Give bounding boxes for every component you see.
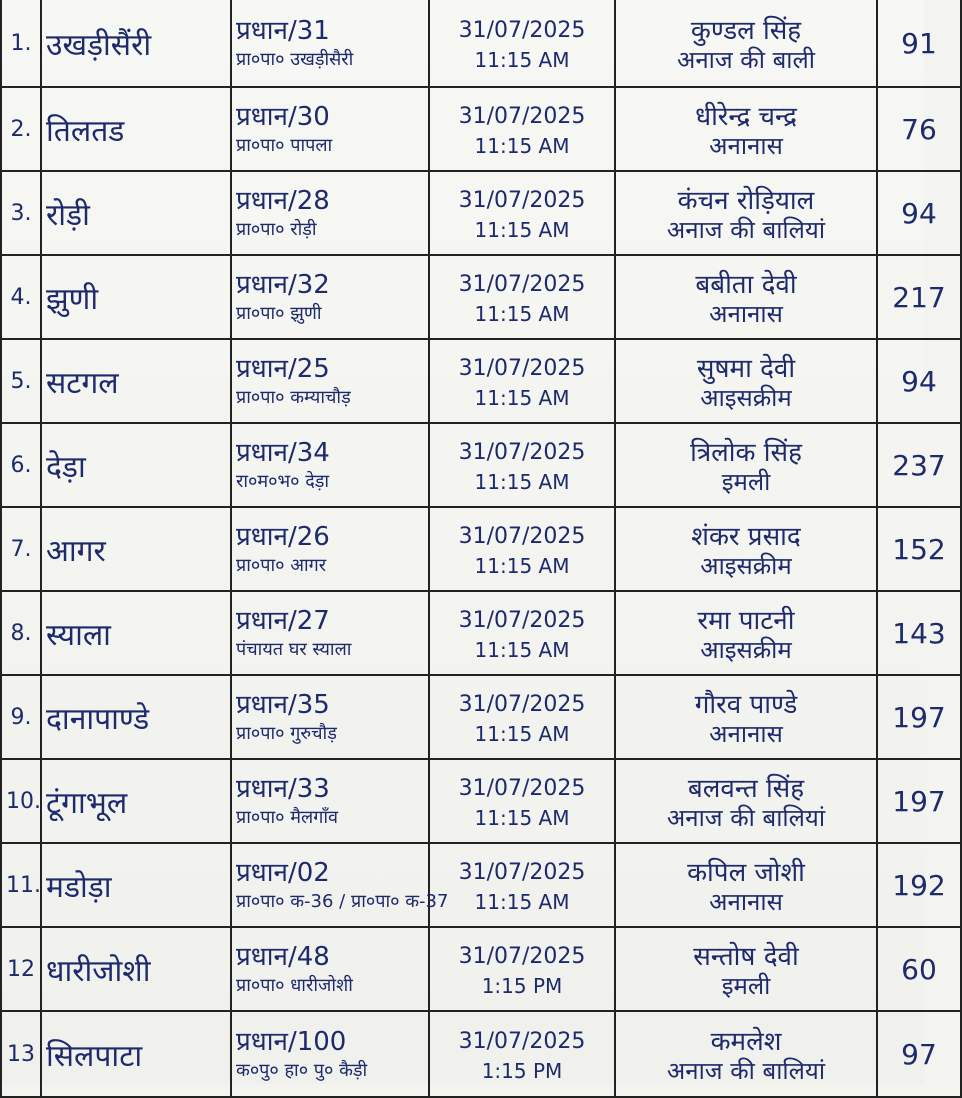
count: 152	[877, 507, 961, 591]
table-row	[1, 591, 961, 675]
booth-place: प्रा०पा० क-36 / प्रा०पा० क-37	[236, 891, 449, 912]
post-number: प्रधान/32	[236, 270, 330, 300]
village-name: टूंगाभूल	[41, 759, 231, 843]
symbol-name: आइसक्रीम	[700, 552, 792, 580]
post-number: प्रधान/26	[236, 522, 330, 552]
date: 31/07/2025	[458, 1029, 586, 1054]
count: 192	[877, 843, 961, 927]
candidate-name: गौरव पाण्डे	[694, 690, 798, 720]
candidate-name: रमा पाटनी	[697, 606, 795, 636]
candidate-cell	[615, 0, 877, 87]
time: 11:15 AM	[474, 638, 570, 662]
table-row	[1, 675, 961, 759]
village-name: स्याला	[41, 591, 231, 675]
candidate-cell	[615, 591, 877, 675]
datetime-cell	[429, 255, 615, 339]
datetime-cell	[429, 0, 615, 87]
booth-place: प्रा०पा० गुरुचौड़	[236, 723, 337, 744]
datetime-cell	[429, 507, 615, 591]
time: 11:15 AM	[474, 48, 570, 72]
datetime-cell	[429, 1011, 615, 1097]
post-number: प्रधान/100	[236, 1027, 347, 1057]
serial-number: 11.	[1, 843, 41, 927]
candidate-name: कपिल जोशी	[687, 858, 805, 888]
datetime-cell	[429, 843, 615, 927]
booth-place: प्रा०पा० रोड़ी	[236, 219, 317, 240]
serial-number: 6.	[1, 423, 41, 507]
post-cell	[231, 0, 429, 87]
date: 31/07/2025	[458, 272, 586, 297]
village-name: झुणी	[41, 255, 231, 339]
village-name: तिलतड	[41, 87, 231, 171]
symbol-name: अनाज की बाली	[677, 46, 815, 74]
candidate-cell	[615, 171, 877, 255]
time: 11:15 AM	[474, 722, 570, 746]
count: 143	[877, 591, 961, 675]
serial-number: 9.	[1, 675, 41, 759]
candidate-name: बलवन्त सिंह	[687, 774, 805, 804]
time: 11:15 AM	[474, 470, 570, 494]
count: 91	[877, 0, 961, 87]
count: 94	[877, 171, 961, 255]
table-row	[1, 255, 961, 339]
post-cell	[231, 423, 429, 507]
date: 31/07/2025	[458, 188, 586, 213]
table-row	[1, 171, 961, 255]
count: 76	[877, 87, 961, 171]
candidate-name: धीरेन्द्र चन्द्र	[695, 102, 797, 132]
table-row	[1, 507, 961, 591]
count: 97	[877, 1011, 961, 1097]
date: 31/07/2025	[458, 356, 586, 381]
serial-number: 3.	[1, 171, 41, 255]
serial-number: 1.	[1, 0, 41, 87]
count: 197	[877, 675, 961, 759]
post-number: प्रधान/31	[236, 16, 330, 46]
date: 31/07/2025	[458, 104, 586, 129]
symbol-name: आइसक्रीम	[700, 384, 792, 412]
candidate-name: शंकर प्रसाद	[691, 522, 801, 552]
candidate-name: कंचन रोड़ियाल	[677, 186, 815, 216]
date: 31/07/2025	[458, 18, 586, 43]
candidate-cell	[615, 843, 877, 927]
booth-place: प्रा०पा० झुणी	[236, 303, 322, 324]
post-cell	[231, 591, 429, 675]
table-row	[1, 87, 961, 171]
candidate-cell	[615, 87, 877, 171]
symbol-name: इमली	[721, 468, 771, 496]
symbol-name: अनानास	[709, 300, 783, 328]
post-cell	[231, 507, 429, 591]
serial-number: 7.	[1, 507, 41, 591]
candidate-name: सुषमा देवी	[696, 354, 796, 384]
post-number: प्रधान/02	[236, 858, 330, 888]
post-number: प्रधान/27	[236, 606, 330, 636]
candidate-name: कमलेश	[710, 1027, 782, 1057]
candidate-cell	[615, 1011, 877, 1097]
datetime-cell	[429, 927, 615, 1011]
village-name: सिलपाटा	[41, 1011, 231, 1097]
candidate-name: सन्तोष देवी	[693, 942, 799, 972]
datetime-cell	[429, 675, 615, 759]
post-number: प्रधान/30	[236, 102, 330, 132]
booth-place: प्रा०पा० धारीजोशी	[236, 975, 353, 996]
table-row	[1, 927, 961, 1011]
post-cell	[231, 339, 429, 423]
village-name: देड़ा	[41, 423, 231, 507]
candidate-cell	[615, 675, 877, 759]
booth-place: क०पु० हा० पु० कैड़ी	[236, 1060, 368, 1081]
date: 31/07/2025	[458, 440, 586, 465]
post-cell	[231, 255, 429, 339]
symbol-name: अनानास	[709, 888, 783, 916]
booth-place: प्रा०पा० पापला	[236, 135, 333, 156]
post-number: प्रधान/35	[236, 690, 330, 720]
date: 31/07/2025	[458, 692, 586, 717]
candidate-cell	[615, 255, 877, 339]
candidate-cell	[615, 927, 877, 1011]
booth-place: प्रा०पा० आगर	[236, 555, 327, 576]
village-name: रोड़ी	[41, 171, 231, 255]
candidate-name: बबीता देवी	[695, 270, 797, 300]
village-name: धारीजोशी	[41, 927, 231, 1011]
time: 1:15 PM	[481, 1059, 563, 1083]
village-name: सटगल	[41, 339, 231, 423]
post-cell	[231, 759, 429, 843]
datetime-cell	[429, 339, 615, 423]
symbol-name: अनाज की बालियां	[666, 804, 826, 832]
time: 11:15 AM	[474, 134, 570, 158]
table-row	[1, 759, 961, 843]
post-cell	[231, 1011, 429, 1097]
count: 237	[877, 423, 961, 507]
symbol-name: अनाज की बालियां	[666, 216, 826, 244]
serial-number: 12	[1, 927, 41, 1011]
candidate-name: त्रिलोक सिंह	[690, 438, 802, 468]
serial-number: 8.	[1, 591, 41, 675]
booth-place: प्रा०पा० कम्याचौड़	[236, 387, 351, 408]
symbol-name: इमली	[721, 972, 771, 1000]
time: 11:15 AM	[474, 302, 570, 326]
village-name: आगर	[41, 507, 231, 591]
register-table-body	[1, 0, 961, 1097]
candidate-cell	[615, 759, 877, 843]
date: 31/07/2025	[458, 860, 586, 885]
datetime-cell	[429, 591, 615, 675]
post-cell	[231, 843, 449, 927]
datetime-cell	[429, 423, 615, 507]
time: 11:15 AM	[474, 386, 570, 410]
table-row	[1, 423, 961, 507]
time: 11:15 AM	[474, 806, 570, 830]
post-number: प्रधान/25	[236, 354, 330, 384]
count: 94	[877, 339, 961, 423]
booth-place: पंचायत घर स्याला	[236, 639, 352, 660]
time: 1:15 PM	[481, 974, 563, 998]
candidate-cell	[615, 423, 877, 507]
date: 31/07/2025	[458, 776, 586, 801]
count: 197	[877, 759, 961, 843]
serial-number: 5.	[1, 339, 41, 423]
post-number: प्रधान/33	[236, 774, 330, 804]
post-cell	[231, 927, 429, 1011]
datetime-cell	[429, 171, 615, 255]
serial-number: 13	[1, 1011, 41, 1097]
candidate-name: कुण्डल सिंह	[690, 16, 802, 46]
symbol-name: अनानास	[709, 132, 783, 160]
booth-place: प्रा०पा० उखड़ीसैरी	[236, 49, 354, 70]
count: 60	[877, 927, 961, 1011]
symbol-name: अनानास	[709, 720, 783, 748]
village-name: दानापाण्डे	[41, 675, 231, 759]
post-cell	[231, 675, 429, 759]
time: 11:15 AM	[474, 890, 570, 914]
village-name: उखड़ीसैंरी	[41, 0, 231, 87]
serial-number: 10.	[1, 759, 41, 843]
datetime-cell	[429, 759, 615, 843]
symbol-name: आइसक्रीम	[700, 636, 792, 664]
candidate-cell	[615, 339, 877, 423]
count: 217	[877, 255, 961, 339]
serial-number: 2.	[1, 87, 41, 171]
booth-place: रा०म०भ० देड़ा	[236, 471, 330, 492]
table-row	[1, 843, 961, 927]
table-row	[1, 0, 961, 87]
table-row	[1, 1011, 961, 1097]
candidate-cell	[615, 507, 877, 591]
serial-number: 4.	[1, 255, 41, 339]
symbol-name: अनाज की बालियां	[666, 1057, 826, 1085]
date: 31/07/2025	[458, 608, 586, 633]
post-cell	[231, 87, 429, 171]
table-row	[1, 339, 961, 423]
post-number: प्रधान/48	[236, 942, 330, 972]
village-name: मडोड़ा	[41, 843, 231, 927]
date: 31/07/2025	[458, 944, 586, 969]
booth-place: प्रा०पा० मैलगाँव	[236, 807, 339, 828]
post-number: प्रधान/28	[236, 186, 330, 216]
post-number: प्रधान/34	[236, 438, 330, 468]
time: 11:15 AM	[474, 554, 570, 578]
date: 31/07/2025	[458, 524, 586, 549]
datetime-cell	[429, 87, 615, 171]
post-cell	[231, 171, 429, 255]
time: 11:15 AM	[474, 218, 570, 242]
